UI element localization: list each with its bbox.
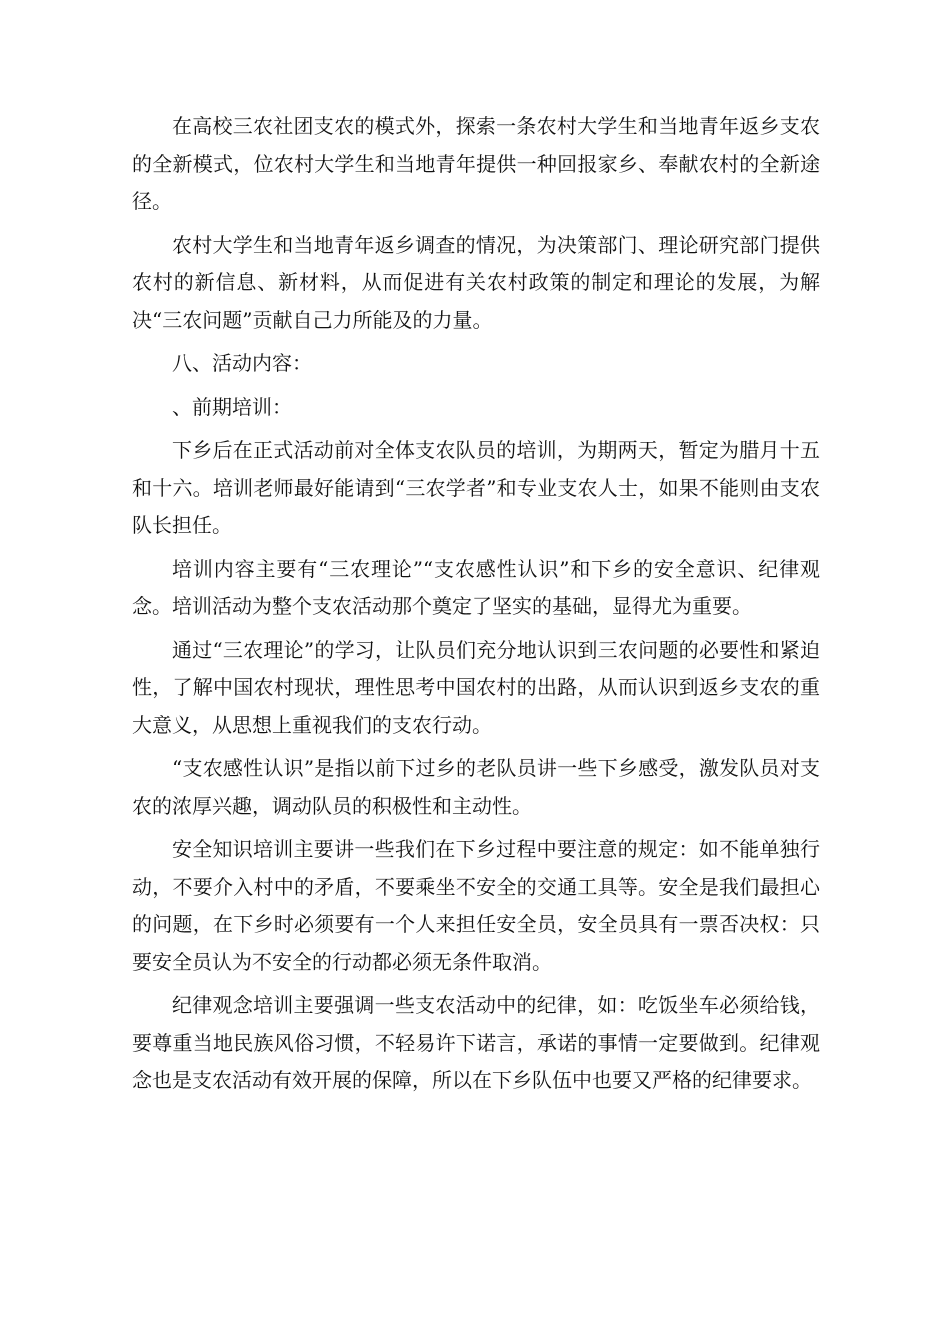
section-heading-activity-content: 八、活动内容： — [172, 351, 312, 375]
paragraph-survey-purpose: 农村大学生和当地青年返乡调查的情况，为决策部门、理论研究部门提供农村的新信息、新材料，从而促进有关农村政策的制定和理论的发展，为解决“三农问题”贡献自己力所能及的力量。 — [132, 232, 820, 332]
paragraph-perceptual-knowledge: “支农感性认识”是指以前下过乡的老队员讲一些下乡感受，激发队员对支农的浓厚兴趣，调动队员的积极性和主动性。 — [132, 756, 820, 818]
subheading-pre-training: 、前期培训： — [172, 394, 292, 419]
paragraph-discipline-training: 纪律观念培训主要强调一些支农活动中的纪律，如：吃饭坐车必须给钱，要尊重当地民族风俗习惯，不轻易许下诺言，承诺的事情一定要做到。纪律观念也是支农活动有效开展的保障，所以在下乡队伍中也要又严格的纪律要求。 — [132, 993, 820, 1092]
paragraph-model-exploration: 在高校三农社团支农的模式外，探索一条农村大学生和当地青年返乡支农的全新模式，位农村大学生和当地青年提供一种回报家乡、奉献农村的全新途径。 — [132, 114, 820, 213]
paragraph-training-schedule: 下乡后在正式活动前对全体支农队员的培训，为期两天，暂定为腊月十五和十六。培训老师最好能请到“三农学者”和专业支农人士，如果不能则由支农队长担任。 — [132, 438, 820, 537]
document-body — [132, 108, 820, 1100]
paragraph-training-content: 培训内容主要有“三农理论”“支农感性认识”和下乡的安全意识、纪律观念。培训活动为整个支农活动那个奠定了坚实的基础，显得尤为重要。 — [132, 556, 820, 618]
paragraph-safety-training: 安全知识培训主要讲一些我们在下乡过程中要注意的规定：如不能单独行动，不要介入村中的矛盾，不要乘坐不安全的交通工具等。安全是我们最担心的问题，在下乡时必须要有一个人来担任安全员，安全员具有一票否决权：只要安全员认为不安全的行动都必须无条件取消。 — [132, 837, 820, 974]
paragraph-theory-study: 通过“三农理论”的学习，让队员们充分地认识到三农问题的必要性和紧迫性，了解中国农村现状，理性思考中国农村的出路，从而认识到返乡支农的重大意义，从思想上重视我们的支农行动。 — [132, 637, 820, 737]
